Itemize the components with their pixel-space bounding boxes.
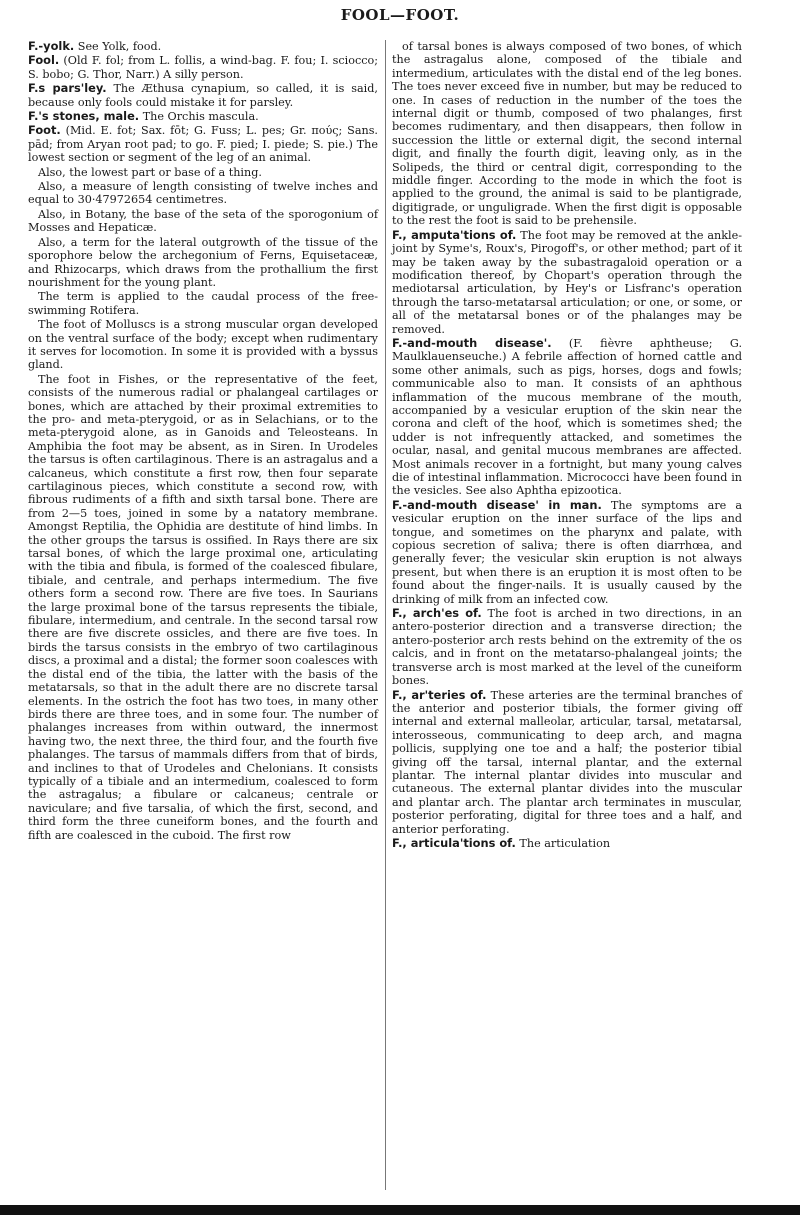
entry-text: (Mid. E. fot; Sax. fōt; G. Fuss; L. pes; Gr. πούς; Sans. pād; from Aryan root pad; to go. F. pied; I. piede; S. pie.) The lowest section or segment of the leg of an animal. — [28, 124, 378, 165]
dictionary-entry — [28, 180, 378, 207]
dictionary-entry — [28, 373, 378, 842]
entry-headword: Fool. — [28, 53, 60, 68]
entry-headword: F.-and-mouth disease'. — [392, 335, 552, 350]
dictionary-entry — [392, 837, 742, 850]
entry-text: The articulation — [515, 836, 611, 850]
left-column — [28, 40, 378, 843]
dictionary-entry — [28, 82, 378, 109]
dictionary-entry — [28, 124, 378, 164]
entry-text: of tarsal bones is always composed of two bones, of which the astragalus alone, composed of the tibiale and intermedium, articulates with the distal end of the leg bones. The toes never exceed five in number, but may be reduced to one. In cases of reduction in the number of the toes the internal digit or thumb, composed of two phalanges, first becomes rudimentary, and then disappears, then follow in succession the little or external digit, the second internal digit, and finally the fourth digit, leaving only, as in the Solipeds, the third or central digit, corresponding to the middle finger. According to the mode in which the foot is applied to the ground, the animal is said to be plantigrade, digitigrade, or unguligrade. When the first digit is opposable to the rest the foot is said to be prehensile. — [392, 40, 742, 228]
entry-text: Also, a term for the lateral outgrowth of the tissue of the sporophore below the archegonium of Ferns, Equisetaceæ, and Rhizocarps, which draws from the prothallium the first nourishment for the young plant. — [28, 235, 378, 289]
entry-headword: F.'s stones, male. — [28, 109, 140, 124]
entry-headword: F.-and-mouth disease' in man. — [392, 497, 602, 512]
dictionary-entry — [392, 229, 742, 336]
entry-text: The Orchis mascula. — [139, 110, 259, 124]
right-column — [392, 40, 742, 851]
entry-headword: F., ar'teries of. — [392, 687, 487, 702]
dictionary-entry — [392, 689, 742, 836]
entry-headword: Foot. — [28, 123, 61, 138]
entry-headword: F., arch'es of. — [392, 606, 482, 621]
bottom-edge-bar — [0, 1205, 800, 1215]
entry-text: (F. fièvre aphtheuse; G. Maulklauenseuche.) A febrile affection of horned cattle and some other animals, such as pigs, horses, dogs and fowls; communicable also to man. It consists of an aphthous inflammation of the mucous membrane of the mouth, accompanied by a vesicular eruption of the skin near the corona and cleft of the hoof, which is sometimes shed; the udder is not infrequently attacked, and sometimes the ocular, nasal, and genital mucous membranes are affected. Most animals recover in a fortnight, but many young calves die of intestinal inflammation. Micrococci have been found in the vesicles. See also Aphtha epizootica. — [392, 336, 743, 498]
entry-text: The foot may be removed at the ankle-joint by Syme's, Roux's, Pirogoff's, or other method; part of it may be taken away by the subastragaloid operation or a modification thereof, by Chopart's operation through the mediotarsal articulation, by Hey's or Lisfranc's operation through the tarso-metatarsal articulation; or one, or some, or all of the metatarsal bones or of the phalanges may be removed. — [392, 228, 742, 336]
entry-text: (Old F. fol; from L. follis, a wind-bag. F. fou; I. sciocco; S. bobo; G. Thor, Narr.) A silly person. — [28, 54, 378, 81]
column-divider — [385, 40, 386, 1190]
entry-headword: F., articula'tions of. — [392, 835, 516, 850]
dictionary-entry — [28, 54, 378, 81]
dictionary-entry — [28, 40, 378, 53]
dictionary-entry — [392, 40, 742, 228]
entry-headword: F., amputa'tions of. — [392, 227, 517, 242]
entry-text: The foot in Fishes, or the representative of the feet, consists of the numerous radial or phalangeal cartilages or bones, which are attached by their proximal extremities to the pro- and meta-pterygoid, or as in Selachians, or to the meta-pterygoid alone, as in Ganoids and Teleosteans. In Amphibia the foot may be absent, as in Siren. In Urodeles the tarsus is often cartilaginous. There is an astragalus and a calcaneus, which constitute a first row, then four separate cartilaginous pieces, which constitute a second row, with fibrous rudiments of a fifth and sixth tarsal bone. There are from 2—5 toes, joined in some by a natatory membrane. Amongst Reptilia, the Ophidia are destitute of hind limbs. In the other groups the tarsus is ossified. In Rays there are six tarsal bones, of which the large proximal one, articulating with the tibia and fibula, is formed of the coalesced fibulare, tibiale, and centrale, and perhaps intermedium. The five others form a second row. There are five toes. In Saurians the large proximal bone of the tarsus represents the tibiale, fibulare, intermedium, and centrale. In the second tarsal row there are five discrete ossicles, and there are five toes. In birds the tarsus consists in the embryo of two cartilaginous discs, a proximal and a distal; the former soon coalesces with the distal end of the tibia, the latter with the basis of the metatarsals, so that in the adult there are no discrete tarsal elements. In the ostrich the foot has two toes, in many other birds there are three toes, and in some four. The number of phalanges increases from within outward, the innermost having two, the next three, the third four, and the fourth five phalanges. The tarsus of mammals differs from that of birds, and inclines to that of Urodeles and Chelonians. It consists typically of a tibiale and an intermedium, coalesced to form the astragalus; a fibulare or calcaneus; centrale or naviculare; and five tarsalia, of which the first, second, and third form the three cuneiform bones, and the fourth and fifth are coalesced in the cuboid. The first row — [28, 372, 378, 842]
dictionary-entry — [28, 208, 378, 235]
entry-text: The foot is arched in two directions, in an antero-posterior direction and a transverse direction; the antero-posterior arch rests behind on the extremity of the os calcis, and in front on the metatarso-phalangeal joints; the transverse arch is most marked at the level of the cuneiform bones. — [392, 607, 742, 688]
entry-headword: F.-yolk. — [28, 39, 75, 53]
entry-text: Also, a measure of length consisting of twelve inches and equal to 30·47972654 centimetres. — [28, 180, 378, 207]
entry-text: The symptoms are a vesicular eruption on the inner surface of the lips and tongue, and sometimes on the pharynx and palate, with copious secretion of saliva; there is often diarrhœa, and generally fever; the vesicular skin eruption is not always present, but when there is an eruption it is most often to be found about the finger-nails. It is usually caused by the drinking of milk from an infected cow. — [392, 498, 743, 606]
entry-text: Also, in Botany, the base of the seta of the sporogonium of Mosses and Hepaticæ. — [28, 207, 378, 235]
entry-headword: F.s pars'ley. — [28, 81, 107, 96]
dictionary-entry — [392, 607, 742, 687]
entry-text: The foot of Molluscs is a strong muscular organ developed on the ventral surface of the body; except when rudimentary it serves for locomotion. In some it is provided with a byssus gland. — [28, 318, 378, 372]
entry-text: See Yolk, food. — [74, 40, 162, 53]
dictionary-entry — [392, 337, 742, 498]
dictionary-entry — [28, 290, 378, 317]
dictionary-entry — [28, 318, 378, 372]
entry-text: The term is applied to the caudal process of the free-swimming Rotifera. — [28, 290, 378, 317]
entry-text: The Æthusa cynapium, so called, it is said, because only fools could mistake it for parsley. — [28, 82, 378, 109]
dictionary-entry — [28, 166, 378, 179]
page-title: FOOL—FOOT. — [340, 6, 460, 24]
dictionary-entry — [28, 236, 378, 290]
entry-text: Also, the lowest part or base of a thing. — [38, 165, 262, 179]
entry-text: These arteries are the terminal branches of the anterior and posterior tibials, the former giving off internal and external malleolar, articular, tarsal, metatarsal, interosseous, communicating to deep arch, and magna pollicis, supplying one toe and a half; the posterior tibial giving off the tarsal, internal plantar, and the external plantar. The internal plantar divides into muscular and cutaneous. The external plantar divides into the muscular and plantar arch. The plantar arch terminates in muscular, posterior perforating, digital for three toes and a half, and anterior perforating. — [392, 688, 742, 836]
dictionary-entry — [392, 499, 742, 606]
dictionary-entry — [28, 110, 378, 123]
